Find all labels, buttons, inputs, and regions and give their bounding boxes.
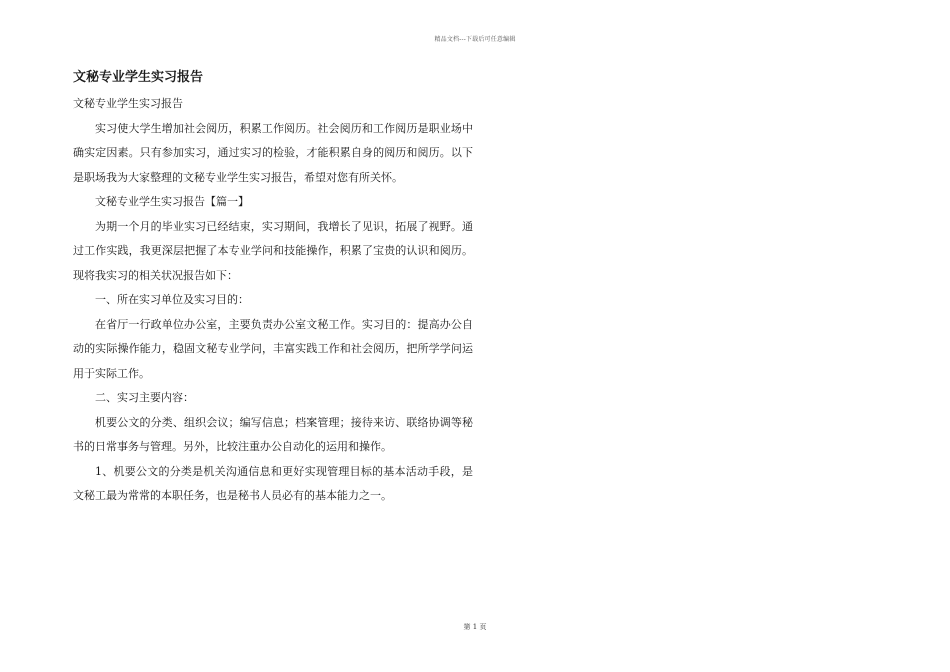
main-content-paragraph: 机要公文的分类、组织会议；编写信息；档案管理；接待来访、联络协调等秘书的日常事务与管理。另外，比较注重办公自动化的运用和操作。 [73, 415, 473, 453]
unit-purpose-paragraph: 在省厅一行政单位办公室，主要负责办公室文秘工作。实习目的：提高办公自动的实际操作能力，稳固文秘专业学问，丰富实践工作和社会阅历，把所学学问运用于实际工作。 [73, 317, 473, 380]
section-heading-main-content: 二、实习主要内容： [95, 391, 194, 404]
page-number: 第 1 页 [463, 623, 487, 631]
document-subtitle: 文秘专业学生实习报告 [73, 97, 183, 110]
section-heading-part-one: 文秘专业学生实习报告【篇一】 [95, 195, 249, 208]
page-header: 精品文档---下载后可任意编辑 [434, 36, 516, 43]
document-classification-paragraph: 1、机要公文的分类是机关沟通信息和更好实现管理目标的基本活动手段，是文秘工最为常常的本职任务，也是秘书人员必有的基本能力之一。 [73, 464, 473, 502]
document-title: 文秘专业学生实习报告 [73, 70, 204, 85]
summary-paragraph: 为期一个月的毕业实习已经结束，实习期间，我增长了见识，拓展了视野。通过工作实践，我更深层把握了本专业学问和技能操作，积累了宝贵的认识和阅历。现将我实习的相关状况报告如下： [73, 219, 473, 282]
intro-paragraph: 实习使大学生增加社会阅历，积累工作阅历。社会阅历和工作阅历是职业场中确实定因素。只有参加实习，通过实习的检验，才能积累自身的阅历和阅历。以下是职场我为大家整理的文秘专业学生实习报告，希望对您有所关怀。 [73, 121, 473, 184]
section-heading-unit-purpose: 一、所在实习单位及实习目的： [95, 293, 249, 306]
document-body [73, 68, 473, 509]
